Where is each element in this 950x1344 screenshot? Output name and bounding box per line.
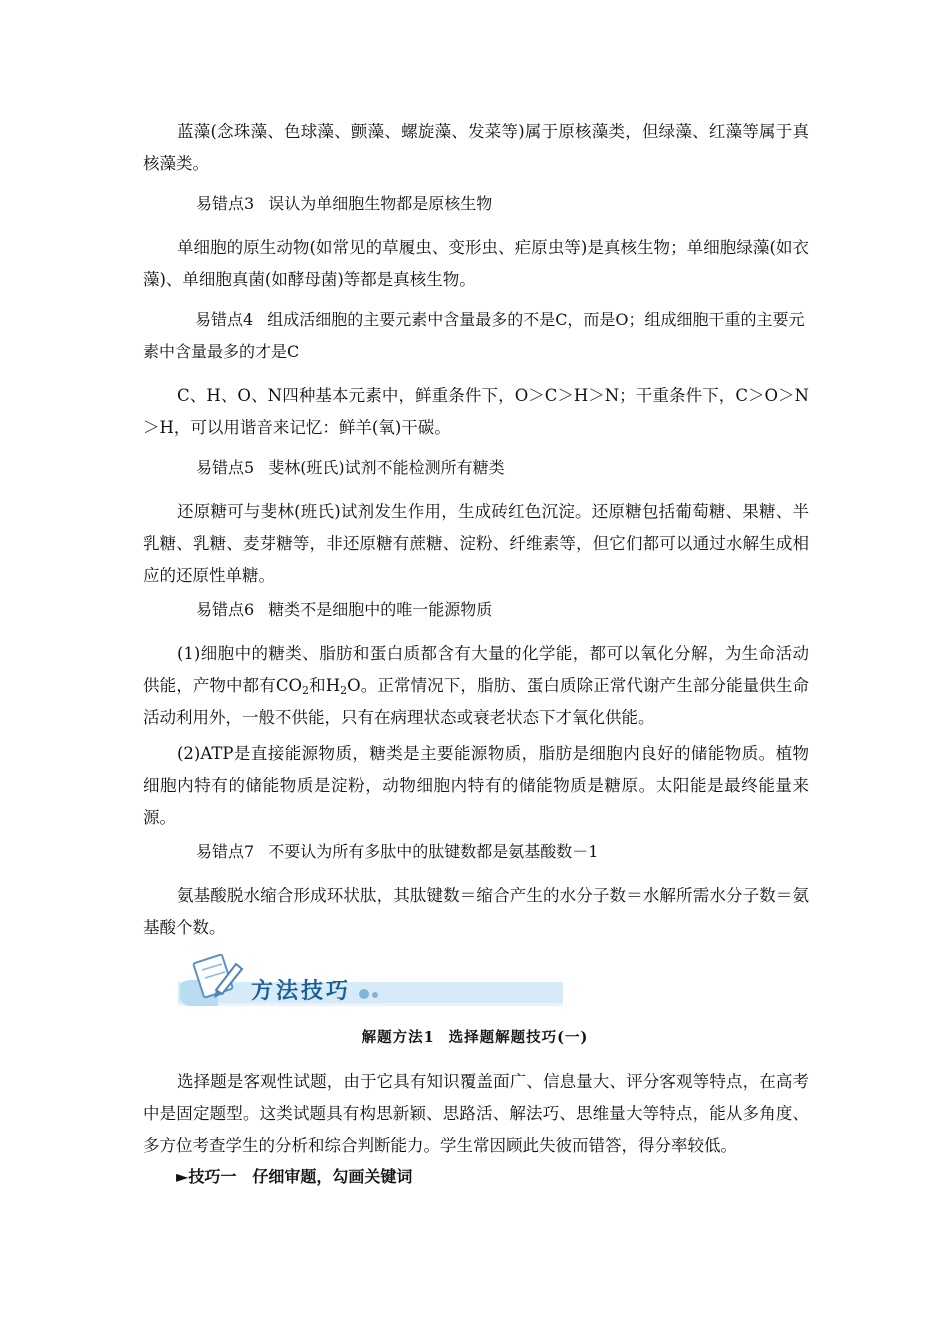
error-point-title: 糖类不是细胞中的唯一能源物质 bbox=[268, 600, 493, 619]
method-skills-banner bbox=[178, 952, 563, 1008]
arrow-marker-icon: ► bbox=[176, 1167, 189, 1186]
error-point-number: 易错点4 bbox=[195, 310, 254, 329]
tip-heading bbox=[176, 1164, 412, 1187]
text-segment: O。正常情况下，脂肪、蛋白质除正常代谢产生部分能量供生命活动利用外，一般不供能，只有在病理状态或衰老状态下才氧化供能。 bbox=[143, 676, 809, 727]
error-point-4-heading bbox=[143, 304, 809, 368]
error-point-5-heading bbox=[196, 456, 505, 480]
error-point-3-heading bbox=[196, 192, 492, 216]
error-point-title: 不要认为所有多肽中的肽键数都是氨基酸数－1 bbox=[268, 842, 599, 861]
method-name: 选择题解题技巧(一) bbox=[448, 1029, 589, 1046]
text-segment: (1)细胞中的糖类、脂肪和蛋白质都含有大量的化学能，都可以氧化分解，为生命活动供能，产物中都有CO bbox=[143, 644, 809, 695]
error-point-7-heading bbox=[196, 840, 598, 864]
tip-number: 技巧一 bbox=[188, 1167, 237, 1186]
paragraph-multiple-choice: 选择题是客观性试题，由于它具有知识覆盖面广、信息量大、评分客观等特点，在高考中是固定题型。这类试题具有构思新颖、思路活、解法巧、思维量大等特点，能从多角度、多方位考查学生的分析和综合判断能力。学生常因顾此失彼而错答，得分率较低。 bbox=[143, 1072, 809, 1155]
banner-background bbox=[178, 952, 563, 1008]
error-point-title: 组成活细胞的主要元素中含量最多的不是C，而是O；组成细胞干重的主要元素中含量最多的才是C bbox=[143, 310, 805, 361]
tip-title: 仔细审题，勾画关键词 bbox=[252, 1167, 413, 1186]
error-point-number: 易错点7 bbox=[196, 842, 255, 861]
method-title bbox=[0, 1026, 950, 1047]
paragraph-elements: C、H、O、N四种基本元素中，鲜重条件下，O＞C＞H＞N；干重条件下，C＞O＞N＞H，可以用谐音来记忆：鲜羊(氧)干碳。 bbox=[143, 386, 809, 437]
paragraph-unicellular: 单细胞的原生动物(如常见的草履虫、变形虫、疟原虫等)是真核生物；单细胞绿藻(如衣藻)、单细胞真菌(如酵母菌)等都是真核生物。 bbox=[143, 238, 809, 289]
error-point-number: 易错点5 bbox=[196, 458, 255, 477]
error-point-number: 易错点6 bbox=[196, 600, 255, 619]
error-point-number: 易错点3 bbox=[196, 194, 255, 213]
error-point-title: 斐林(班氏)试剂不能检测所有糖类 bbox=[268, 458, 505, 477]
paragraph-cyclic-peptide: 氨基酸脱水缩合形成环状肽，其肽键数＝缩合产生的水分子数＝水解所需水分子数＝氨基酸个数。 bbox=[143, 886, 809, 937]
paragraph-blue-algae: 蓝藻(念珠藻、色球藻、颤藻、螺旋藻、发菜等)属于原核藻类，但绿藻、红藻等属于真核藻类。 bbox=[143, 122, 809, 173]
text-segment: 和H bbox=[309, 676, 341, 695]
paragraph-energy-sources-1 bbox=[143, 638, 809, 734]
method-number: 解题方法1 bbox=[361, 1029, 435, 1046]
paragraph-energy-sources-2: (2)ATP是直接能源物质，糖类是主要能源物质，脂肪是细胞内良好的储能物质。植物细胞内特有的储能物质是淀粉，动物细胞内特有的储能物质是糖原。太阳能是最终能量来源。 bbox=[143, 744, 809, 827]
error-point-title: 误认为单细胞生物都是原核生物 bbox=[268, 194, 493, 213]
subscript: 2 bbox=[340, 684, 348, 697]
subscript: 2 bbox=[302, 684, 309, 697]
paragraph-reducing-sugar: 还原糖可与斐林(班氏)试剂发生作用，生成砖红色沉淀。还原糖包括葡萄糖、果糖、半乳糖、乳糖、麦芽糖等，非还原糖有蔗糖、淀粉、纤维素等，但它们都可以通过水解生成相应的还原性单糖。 bbox=[143, 502, 809, 585]
banner-title: 方法技巧 bbox=[251, 979, 352, 1004]
error-point-6-heading bbox=[196, 598, 492, 622]
